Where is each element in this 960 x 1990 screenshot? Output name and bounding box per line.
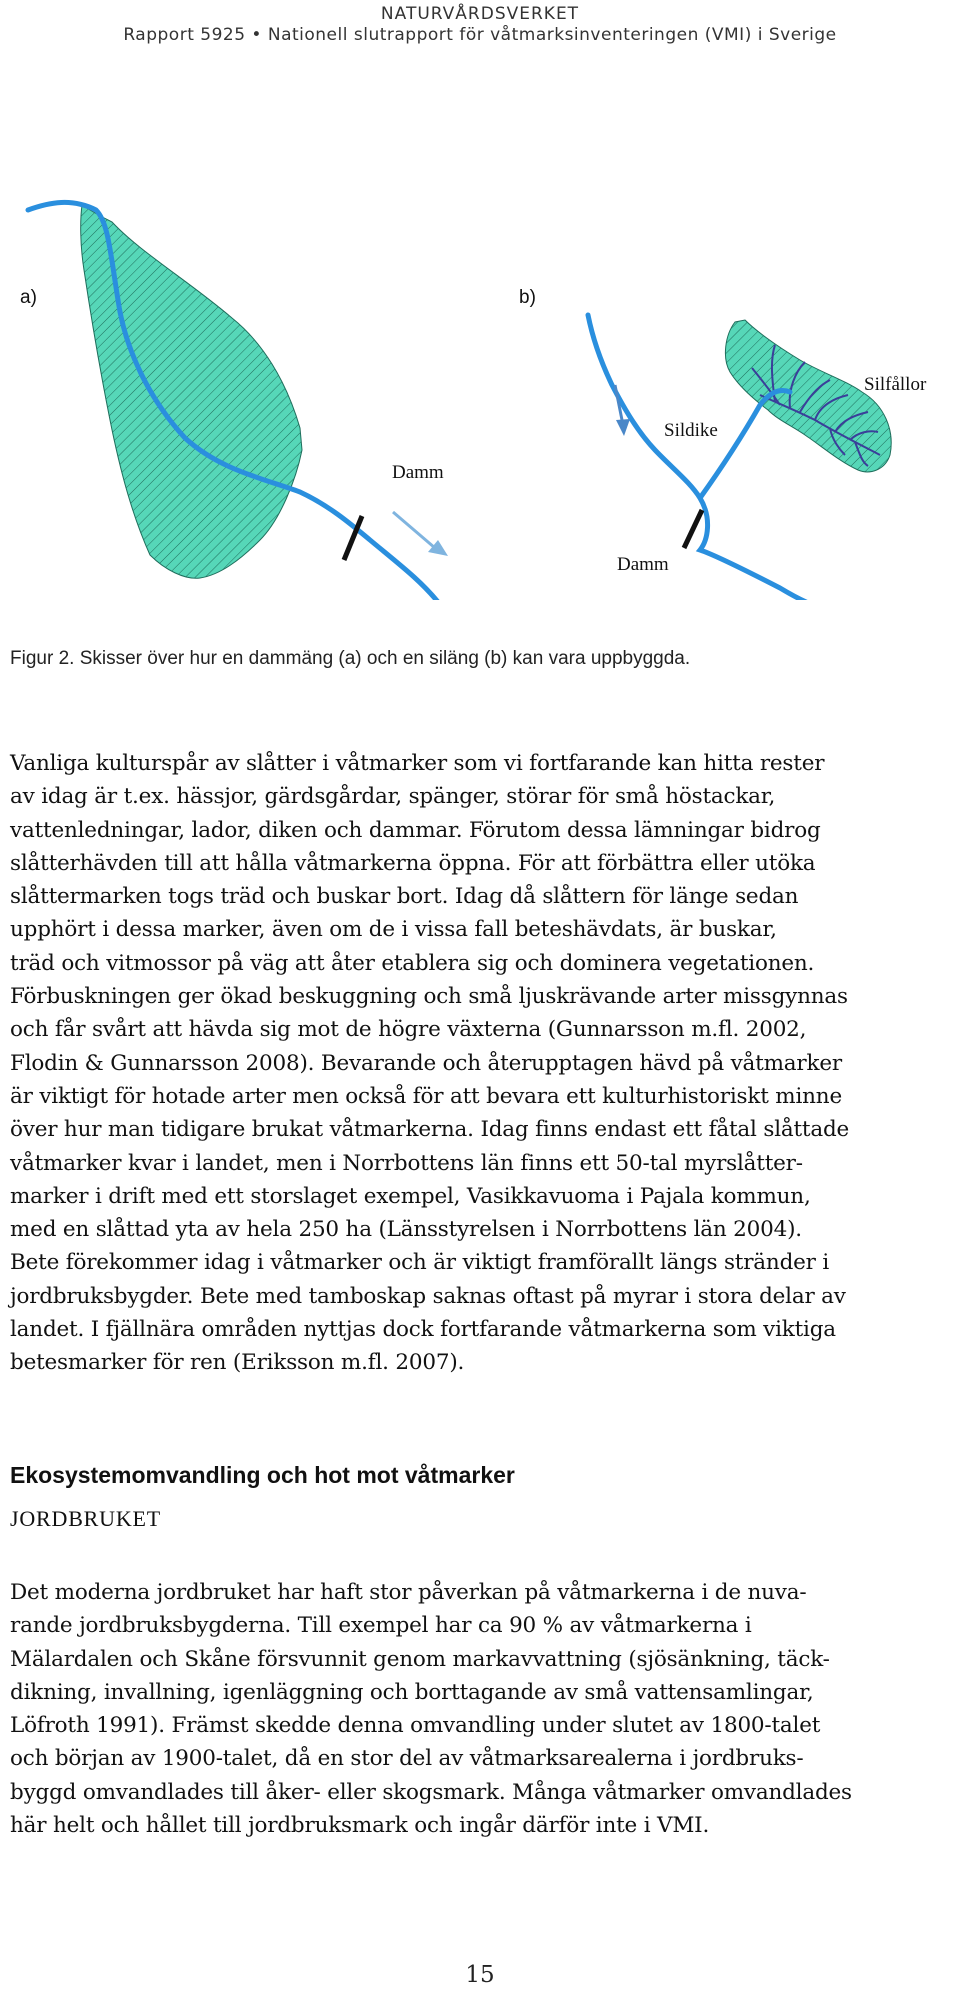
text-line: Det moderna jordbruket har haft stor påverkan på våtmarkerna i de nuva- bbox=[10, 1580, 807, 1605]
text-line: slåtterhävden till att hålla våtmarkerna öppna. För att förbättra eller utöka bbox=[10, 850, 816, 876]
panel-b-label: b) bbox=[519, 287, 536, 308]
dam-b bbox=[684, 510, 702, 548]
panel-a-dammang bbox=[28, 202, 448, 600]
flow-arrowhead-b bbox=[616, 419, 630, 436]
label-silfallor: Silfållor bbox=[864, 374, 927, 395]
text-line: betesmarker för ren (Eriksson m.fl. 2007). bbox=[10, 1350, 465, 1376]
text-line: vattenledningar, lador, diken och dammar. Förutom dessa lämningar bidrog bbox=[10, 817, 821, 843]
text-line: av idag är t.ex. hässjor, gärdsgårdar, spänger, störar för små höstackar, bbox=[10, 784, 776, 810]
text-line: Mälardalen och Skåne försvunnit genom markavvattning (sjösänkning, täck- bbox=[10, 1646, 830, 1672]
paragraph-slatter bbox=[10, 747, 955, 1380]
text-line: med en slåttad yta av hela 250 ha (Länsstyrelsen i Norrbottens län 2004). bbox=[10, 1217, 802, 1243]
text-line: över hur man tidigare brukat våtmarkerna. Idag finns endast ett fåtal slåttade bbox=[10, 1117, 850, 1143]
panel-a-label: a) bbox=[20, 287, 37, 308]
text-line: slåttermarken togs träd och buskar bort. Idag då slåttern för länge sedan bbox=[10, 884, 799, 910]
section-heading: Ekosystemomvandling och hot mot våtmarker bbox=[10, 1462, 515, 1488]
text-line: byggd omvandlades till åker- eller skogsmark. Många våtmarker omvandlades bbox=[10, 1779, 852, 1805]
text-line: marker i drift med ett storslaget exempel, Vasikkavuoma i Pajala kommun, bbox=[10, 1183, 811, 1209]
section-subheading: JORDBRUKET bbox=[10, 1506, 162, 1531]
flow-arrow-a bbox=[393, 512, 435, 548]
flow-arrowhead-a bbox=[428, 540, 448, 556]
text-line: Löfroth 1991). Främst skedde denna omvandling under slutet av 1800-talet bbox=[10, 1713, 821, 1739]
label-sildike: Sildike bbox=[664, 420, 718, 441]
header-org: NATURVÅRDSVERKET bbox=[380, 4, 580, 24]
text-line: träd och vitmossor på väg att åter etablera sig och dominera vegetationen. bbox=[10, 950, 815, 976]
text-line: och början av 1900-talet, då en stor del av våtmarksarealerna i jordbruks- bbox=[10, 1746, 804, 1772]
page-number: 15 bbox=[465, 1962, 495, 1988]
wetland-area-b bbox=[725, 320, 891, 472]
figure-caption: Figur 2. Skisser över hur en dammäng (a) och en siläng (b) kan vara uppbyggda. bbox=[10, 648, 691, 669]
header-report-title: Rapport 5925 • Nationell slutrapport för våtmarksinventeringen (VMI) i Sverige bbox=[123, 25, 837, 45]
figure-dammang-silang bbox=[0, 180, 960, 600]
text-line: våtmarker kvar i landet, men i Norrbottens län finns ett 50-tal myrslåtter- bbox=[10, 1150, 803, 1176]
label-damm-a: Damm bbox=[392, 462, 444, 483]
paragraph-jordbruket bbox=[10, 1576, 955, 1842]
text-line: dikning, invallning, igenläggning och borttagande av små vattensamlingar, bbox=[10, 1679, 814, 1705]
text-line: Bete förekommer idag i våtmarker och är viktigt framförallt längs stränder i bbox=[10, 1250, 830, 1276]
text-line: Förbuskningen ger ökad beskuggning och små ljuskrävande arter missgynnas bbox=[10, 984, 848, 1010]
text-line: är viktigt för hotade arter men också för att bevara ett kulturhistoriskt minne bbox=[10, 1083, 842, 1109]
text-line: landet. I fjällnära områden nyttjas dock fortfarande våtmarkerna som viktiga bbox=[10, 1317, 836, 1343]
text-line: Vanliga kulturspår av slåtter i våtmarker som vi fortfarande kan hitta rester bbox=[10, 751, 825, 776]
text-line: jordbruksbygder. Bete med tamboskap saknas oftast på myrar i stora delar av bbox=[10, 1283, 846, 1309]
text-line: upphört i dessa marker, även om de i vissa fall beteshävdats, är buskar, bbox=[10, 917, 777, 943]
label-damm-b: Damm bbox=[617, 554, 669, 575]
text-line: och får svårt att hävda sig mot de högre växterna (Gunnarsson m.fl. 2002, bbox=[10, 1017, 807, 1043]
text-line: här helt och hållet till jordbruksmark och ingår därför inte i VMI. bbox=[10, 1813, 710, 1839]
text-line: Flodin & Gunnarsson 2008). Bevarande och återupptagen hävd på våtmarker bbox=[10, 1050, 842, 1076]
text-line: rande jordbruksbygderna. Till exempel har ca 90 % av våtmarkerna i bbox=[10, 1613, 752, 1639]
